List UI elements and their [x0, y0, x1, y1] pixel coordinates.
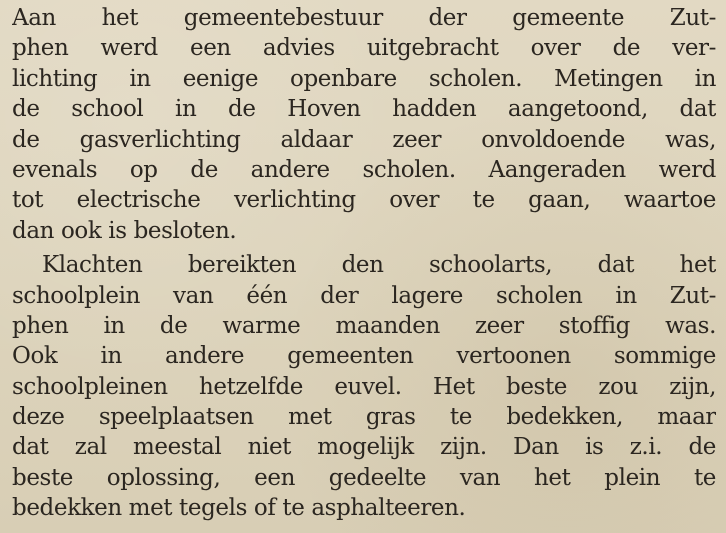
text-line: tot electrische verlichting over te gaan, waartoe [12, 187, 716, 214]
paragraph-lighting [12, 3, 716, 246]
text-line: phen werd een advies uitgebracht over de ver- [12, 35, 716, 62]
text-line: Aan het gemeentebestuur der gemeente Zut- [12, 5, 716, 31]
text-line: dan ook is besloten. [12, 217, 237, 244]
text-line: deze speelplaatsen met gras te bedekken, maar [12, 404, 716, 431]
text-line: bedekken met tegels of te asphalteeren. [12, 495, 466, 522]
text-line: schoolpleinen hetzelfde euvel. Het beste zou zijn, [12, 373, 716, 400]
text-line: de gasverlichting aldaar zeer onvoldoende was, [12, 126, 716, 153]
text-line: dat zal meestal niet mogelijk zijn. Dan is z.i. de [12, 434, 716, 461]
text-line: schoolplein van één der lagere scholen in Zut- [12, 282, 716, 309]
text-line: de school in de Hoven hadden aangetoond, dat [12, 96, 716, 123]
paragraph-schoolyard [12, 250, 716, 524]
text-line: Klachten bereikten den schoolarts, dat het [42, 252, 716, 279]
text-line: beste oplossing, een gedeelte van het plein te [12, 464, 716, 491]
text-line: phen in de warme maanden zeer stoffig was. [12, 312, 716, 339]
text-line: evenals op de andere scholen. Aangeraden werd [12, 156, 716, 183]
text-line: Ook in andere gemeenten vertoonen sommige [12, 343, 716, 370]
text-line: lichting in eenige openbare scholen. Metingen in [12, 65, 716, 92]
